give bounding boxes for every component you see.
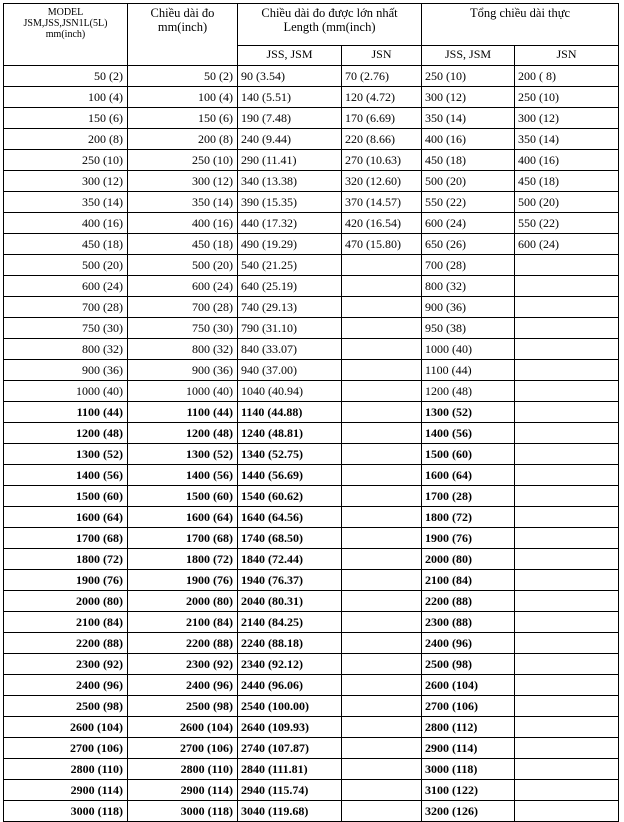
- cell-total-jsn: [515, 507, 619, 528]
- cell-max-jss: 2840 (111.81): [238, 759, 342, 780]
- table-row: [4, 486, 619, 507]
- cell-max-jsn: [342, 465, 422, 486]
- cell-model: 2700 (106): [4, 738, 128, 759]
- table-row: [4, 528, 619, 549]
- cell-max-jss: 540 (21.25): [238, 255, 342, 276]
- cell-total-jss: 3100 (122): [422, 780, 515, 801]
- cell-total-jss: 2800 (112): [422, 717, 515, 738]
- cell-max-jss: 2040 (80.31): [238, 591, 342, 612]
- cell-total-jsn: [515, 486, 619, 507]
- cell-model: 1300 (52): [4, 444, 128, 465]
- cell-max-jss: 190 (7.48): [238, 108, 342, 129]
- header-total-jsn: JSN: [515, 46, 619, 66]
- cell-total-jss: 650 (26): [422, 234, 515, 255]
- cell-measure: 1100 (44): [128, 402, 238, 423]
- cell-model: 350 (14): [4, 192, 128, 213]
- cell-total-jss: 700 (28): [422, 255, 515, 276]
- cell-max-jss: 2140 (84.25): [238, 612, 342, 633]
- table-row: [4, 192, 619, 213]
- cell-model: 200 (8): [4, 129, 128, 150]
- cell-model: 2400 (96): [4, 675, 128, 696]
- table-row: [4, 297, 619, 318]
- cell-max-jss: 90 (3.54): [238, 66, 342, 87]
- cell-max-jsn: [342, 402, 422, 423]
- header-measure-label: Chiều dài đo: [150, 6, 215, 20]
- cell-total-jsn: 350 (14): [515, 129, 619, 150]
- cell-total-jsn: [515, 675, 619, 696]
- cell-max-jsn: [342, 423, 422, 444]
- cell-total-jss: 500 (20): [422, 171, 515, 192]
- cell-total-jsn: [515, 528, 619, 549]
- cell-measure: 1800 (72): [128, 549, 238, 570]
- table-row: [4, 87, 619, 108]
- cell-total-jsn: [515, 276, 619, 297]
- cell-max-jsn: 320 (12.60): [342, 171, 422, 192]
- cell-max-jss: 2640 (109.93): [238, 717, 342, 738]
- cell-total-jss: 450 (18): [422, 150, 515, 171]
- cell-total-jsn: [515, 780, 619, 801]
- table-row: [4, 318, 619, 339]
- cell-total-jsn: [515, 318, 619, 339]
- cell-max-jss: 1440 (56.69): [238, 465, 342, 486]
- cell-total-jsn: [515, 759, 619, 780]
- cell-measure: 2900 (114): [128, 780, 238, 801]
- cell-total-jsn: 550 (22): [515, 213, 619, 234]
- header-max-length-en: Length (mm(inch): [283, 20, 376, 34]
- cell-measure: 50 (2): [128, 66, 238, 87]
- cell-model: 250 (10): [4, 150, 128, 171]
- cell-max-jsn: [342, 360, 422, 381]
- header-model-unit: mm(inch): [45, 29, 86, 40]
- cell-max-jsn: [342, 675, 422, 696]
- cell-measure: 1900 (76): [128, 570, 238, 591]
- cell-max-jss: 1840 (72.44): [238, 549, 342, 570]
- cell-max-jsn: [342, 717, 422, 738]
- cell-total-jss: 3200 (126): [422, 801, 515, 822]
- cell-measure: 150 (6): [128, 108, 238, 129]
- cell-total-jsn: 200 ( 8): [515, 66, 619, 87]
- cell-max-jss: 3040 (119.68): [238, 801, 342, 822]
- table-row: [4, 276, 619, 297]
- cell-model: 2600 (104): [4, 717, 128, 738]
- cell-max-jss: 2240 (88.18): [238, 633, 342, 654]
- cell-total-jss: 800 (32): [422, 276, 515, 297]
- cell-total-jss: 1500 (60): [422, 444, 515, 465]
- cell-total-jsn: [515, 360, 619, 381]
- table-row: [4, 255, 619, 276]
- cell-max-jss: 140 (5.51): [238, 87, 342, 108]
- header-max-jsn: JSN: [342, 46, 422, 66]
- cell-total-jsn: [515, 633, 619, 654]
- cell-total-jsn: [515, 801, 619, 822]
- cell-model: 1500 (60): [4, 486, 128, 507]
- cell-total-jsn: 250 (10): [515, 87, 619, 108]
- cell-measure: 1700 (68): [128, 528, 238, 549]
- table-row: [4, 234, 619, 255]
- table-row: [4, 360, 619, 381]
- cell-total-jsn: [515, 381, 619, 402]
- table-row: [4, 633, 619, 654]
- cell-measure: 400 (16): [128, 213, 238, 234]
- table-body: [4, 66, 619, 822]
- cell-max-jsn: [342, 696, 422, 717]
- cell-measure: 1300 (52): [128, 444, 238, 465]
- cell-total-jss: 300 (12): [422, 87, 515, 108]
- table-row: [4, 780, 619, 801]
- cell-total-jss: 1300 (52): [422, 402, 515, 423]
- header-model-sub: JSM,JSS,JSN1L(5L): [23, 18, 108, 29]
- table-row: [4, 717, 619, 738]
- table-row: [4, 381, 619, 402]
- cell-total-jss: 2100 (84): [422, 570, 515, 591]
- cell-measure: 1400 (56): [128, 465, 238, 486]
- cell-model: 1200 (48): [4, 423, 128, 444]
- table-row: [4, 591, 619, 612]
- cell-measure: 2800 (110): [128, 759, 238, 780]
- cell-max-jss: 290 (11.41): [238, 150, 342, 171]
- cell-measure: 700 (28): [128, 297, 238, 318]
- cell-measure: 250 (10): [128, 150, 238, 171]
- cell-total-jsn: [515, 255, 619, 276]
- cell-max-jss: 490 (19.29): [238, 234, 342, 255]
- cell-total-jss: 1100 (44): [422, 360, 515, 381]
- cell-max-jss: 1740 (68.50): [238, 528, 342, 549]
- cell-model: 500 (20): [4, 255, 128, 276]
- cell-total-jsn: [515, 444, 619, 465]
- cell-max-jss: 940 (37.00): [238, 360, 342, 381]
- cell-total-jsn: [515, 696, 619, 717]
- cell-total-jss: 2600 (104): [422, 675, 515, 696]
- cell-total-jsn: 600 (24): [515, 234, 619, 255]
- table-row: [4, 801, 619, 822]
- table-row: [4, 171, 619, 192]
- cell-total-jsn: [515, 549, 619, 570]
- cell-measure: 500 (20): [128, 255, 238, 276]
- cell-model: 2800 (110): [4, 759, 128, 780]
- cell-total-jss: 950 (38): [422, 318, 515, 339]
- table-row: [4, 150, 619, 171]
- cell-max-jss: 440 (17.32): [238, 213, 342, 234]
- cell-total-jsn: [515, 297, 619, 318]
- cell-measure: 900 (36): [128, 360, 238, 381]
- cell-total-jsn: [515, 465, 619, 486]
- cell-max-jss: 2440 (96.06): [238, 675, 342, 696]
- cell-max-jsn: 420 (16.54): [342, 213, 422, 234]
- table-row: [4, 213, 619, 234]
- cell-max-jsn: [342, 738, 422, 759]
- cell-total-jss: 1900 (76): [422, 528, 515, 549]
- cell-max-jsn: [342, 780, 422, 801]
- cell-max-jsn: [342, 549, 422, 570]
- cell-max-jsn: [342, 591, 422, 612]
- cell-measure: 2200 (88): [128, 633, 238, 654]
- cell-measure: 2400 (96): [128, 675, 238, 696]
- cell-measure: 2700 (106): [128, 738, 238, 759]
- table-row: [4, 423, 619, 444]
- cell-measure: 2500 (98): [128, 696, 238, 717]
- cell-model: 1900 (76): [4, 570, 128, 591]
- cell-max-jss: 1640 (64.56): [238, 507, 342, 528]
- cell-model: 50 (2): [4, 66, 128, 87]
- cell-max-jss: 2740 (107.87): [238, 738, 342, 759]
- cell-total-jss: 2500 (98): [422, 654, 515, 675]
- cell-total-jss: 2200 (88): [422, 591, 515, 612]
- cell-total-jss: 250 (10): [422, 66, 515, 87]
- cell-model: 800 (32): [4, 339, 128, 360]
- table-row: [4, 738, 619, 759]
- cell-max-jss: 1540 (60.62): [238, 486, 342, 507]
- cell-total-jsn: 400 (16): [515, 150, 619, 171]
- cell-max-jss: 2540 (100.00): [238, 696, 342, 717]
- cell-max-jsn: [342, 759, 422, 780]
- cell-measure: 100 (4): [128, 87, 238, 108]
- cell-measure: 350 (14): [128, 192, 238, 213]
- cell-total-jss: 1200 (48): [422, 381, 515, 402]
- cell-max-jss: 740 (29.13): [238, 297, 342, 318]
- cell-measure: 750 (30): [128, 318, 238, 339]
- cell-measure: 1200 (48): [128, 423, 238, 444]
- cell-model: 2000 (80): [4, 591, 128, 612]
- table-row: [4, 402, 619, 423]
- cell-total-jss: 900 (36): [422, 297, 515, 318]
- header-total-length: [422, 4, 619, 46]
- header-model-label: MODEL: [47, 7, 84, 18]
- cell-total-jss: 1400 (56): [422, 423, 515, 444]
- cell-max-jsn: [342, 339, 422, 360]
- cell-max-jsn: [342, 381, 422, 402]
- cell-measure: 2300 (92): [128, 654, 238, 675]
- cell-total-jss: 600 (24): [422, 213, 515, 234]
- cell-max-jsn: [342, 612, 422, 633]
- cell-model: 400 (16): [4, 213, 128, 234]
- cell-max-jsn: 470 (15.80): [342, 234, 422, 255]
- cell-max-jss: 1240 (48.81): [238, 423, 342, 444]
- table-row: [4, 570, 619, 591]
- cell-model: 700 (28): [4, 297, 128, 318]
- cell-max-jsn: [342, 486, 422, 507]
- table-row: [4, 696, 619, 717]
- spec-table: [3, 3, 619, 822]
- cell-total-jss: 1600 (64): [422, 465, 515, 486]
- table-row: [4, 675, 619, 696]
- cell-model: 1600 (64): [4, 507, 128, 528]
- cell-total-jsn: 300 (12): [515, 108, 619, 129]
- table-row: [4, 108, 619, 129]
- header-measure: [128, 4, 238, 66]
- header-measure-unit: mm(inch): [157, 20, 208, 34]
- cell-model: 1700 (68): [4, 528, 128, 549]
- cell-model: 1800 (72): [4, 549, 128, 570]
- cell-max-jsn: [342, 297, 422, 318]
- cell-measure: 1500 (60): [128, 486, 238, 507]
- table-row: [4, 465, 619, 486]
- cell-max-jsn: [342, 276, 422, 297]
- cell-max-jss: 340 (13.38): [238, 171, 342, 192]
- cell-max-jsn: 370 (14.57): [342, 192, 422, 213]
- cell-model: 100 (4): [4, 87, 128, 108]
- cell-model: 1100 (44): [4, 402, 128, 423]
- table-row: [4, 549, 619, 570]
- cell-measure: 2000 (80): [128, 591, 238, 612]
- cell-total-jss: 550 (22): [422, 192, 515, 213]
- cell-total-jss: 2900 (114): [422, 738, 515, 759]
- cell-measure: 1600 (64): [128, 507, 238, 528]
- cell-model: 3000 (118): [4, 801, 128, 822]
- cell-total-jsn: [515, 423, 619, 444]
- cell-max-jss: 840 (33.07): [238, 339, 342, 360]
- cell-measure: 800 (32): [128, 339, 238, 360]
- header-max-jss: JSS, JSM: [238, 46, 342, 66]
- cell-total-jsn: 500 (20): [515, 192, 619, 213]
- cell-model: 750 (30): [4, 318, 128, 339]
- cell-max-jss: 1340 (52.75): [238, 444, 342, 465]
- cell-max-jsn: 70 (2.76): [342, 66, 422, 87]
- cell-max-jsn: 220 (8.66): [342, 129, 422, 150]
- cell-max-jsn: [342, 444, 422, 465]
- cell-max-jss: 2340 (92.12): [238, 654, 342, 675]
- cell-model: 2100 (84): [4, 612, 128, 633]
- header-total-jss: JSS, JSM: [422, 46, 515, 66]
- cell-total-jss: 350 (14): [422, 108, 515, 129]
- header-max-length: [238, 4, 422, 46]
- table-row: [4, 654, 619, 675]
- cell-model: 1000 (40): [4, 381, 128, 402]
- cell-model: 2200 (88): [4, 633, 128, 654]
- cell-total-jss: 400 (16): [422, 129, 515, 150]
- cell-total-jsn: 450 (18): [515, 171, 619, 192]
- cell-total-jsn: [515, 738, 619, 759]
- table-row: [4, 507, 619, 528]
- cell-max-jsn: 120 (4.72): [342, 87, 422, 108]
- cell-measure: 1000 (40): [128, 381, 238, 402]
- header-model: [4, 4, 128, 66]
- table-row: [4, 759, 619, 780]
- cell-total-jss: 2400 (96): [422, 633, 515, 654]
- cell-total-jss: 3000 (118): [422, 759, 515, 780]
- cell-measure: 2100 (84): [128, 612, 238, 633]
- cell-total-jss: 1000 (40): [422, 339, 515, 360]
- cell-max-jss: 640 (25.19): [238, 276, 342, 297]
- cell-max-jsn: [342, 570, 422, 591]
- cell-max-jss: 790 (31.10): [238, 318, 342, 339]
- cell-max-jss: 1040 (40.94): [238, 381, 342, 402]
- table-row: [4, 612, 619, 633]
- cell-measure: 600 (24): [128, 276, 238, 297]
- cell-total-jsn: [515, 717, 619, 738]
- header-max-length-label: Chiều dài đo được lớn nhất: [261, 6, 398, 20]
- cell-max-jsn: [342, 633, 422, 654]
- cell-model: 2500 (98): [4, 696, 128, 717]
- cell-model: 900 (36): [4, 360, 128, 381]
- cell-total-jss: 1700 (28): [422, 486, 515, 507]
- table-row: [4, 66, 619, 87]
- cell-model: 1400 (56): [4, 465, 128, 486]
- table-row: [4, 444, 619, 465]
- cell-total-jsn: [515, 339, 619, 360]
- table-row: [4, 339, 619, 360]
- cell-measure: 200 (8): [128, 129, 238, 150]
- cell-total-jsn: [515, 402, 619, 423]
- cell-max-jsn: 170 (6.69): [342, 108, 422, 129]
- cell-measure: 450 (18): [128, 234, 238, 255]
- cell-measure: 300 (12): [128, 171, 238, 192]
- cell-max-jsn: [342, 528, 422, 549]
- cell-total-jsn: [515, 654, 619, 675]
- cell-total-jsn: [515, 612, 619, 633]
- cell-total-jsn: [515, 591, 619, 612]
- cell-total-jss: 2000 (80): [422, 549, 515, 570]
- cell-max-jsn: [342, 801, 422, 822]
- cell-max-jsn: [342, 507, 422, 528]
- cell-max-jsn: [342, 318, 422, 339]
- cell-model: 300 (12): [4, 171, 128, 192]
- cell-max-jss: 1940 (76.37): [238, 570, 342, 591]
- cell-measure: 2600 (104): [128, 717, 238, 738]
- cell-total-jss: 1800 (72): [422, 507, 515, 528]
- cell-model: 2900 (114): [4, 780, 128, 801]
- cell-max-jss: 1140 (44.88): [238, 402, 342, 423]
- cell-measure: 3000 (118): [128, 801, 238, 822]
- cell-max-jsn: [342, 654, 422, 675]
- cell-max-jss: 2940 (115.74): [238, 780, 342, 801]
- cell-model: 600 (24): [4, 276, 128, 297]
- cell-max-jss: 390 (15.35): [238, 192, 342, 213]
- cell-total-jsn: [515, 570, 619, 591]
- header-total-length-label: Tổng chiều dài thực: [469, 6, 571, 20]
- cell-max-jss: 240 (9.44): [238, 129, 342, 150]
- cell-total-jss: 2700 (106): [422, 696, 515, 717]
- cell-total-jss: 2300 (88): [422, 612, 515, 633]
- cell-model: 450 (18): [4, 234, 128, 255]
- cell-max-jsn: [342, 255, 422, 276]
- cell-max-jsn: 270 (10.63): [342, 150, 422, 171]
- cell-model: 2300 (92): [4, 654, 128, 675]
- table-row: [4, 129, 619, 150]
- cell-model: 150 (6): [4, 108, 128, 129]
